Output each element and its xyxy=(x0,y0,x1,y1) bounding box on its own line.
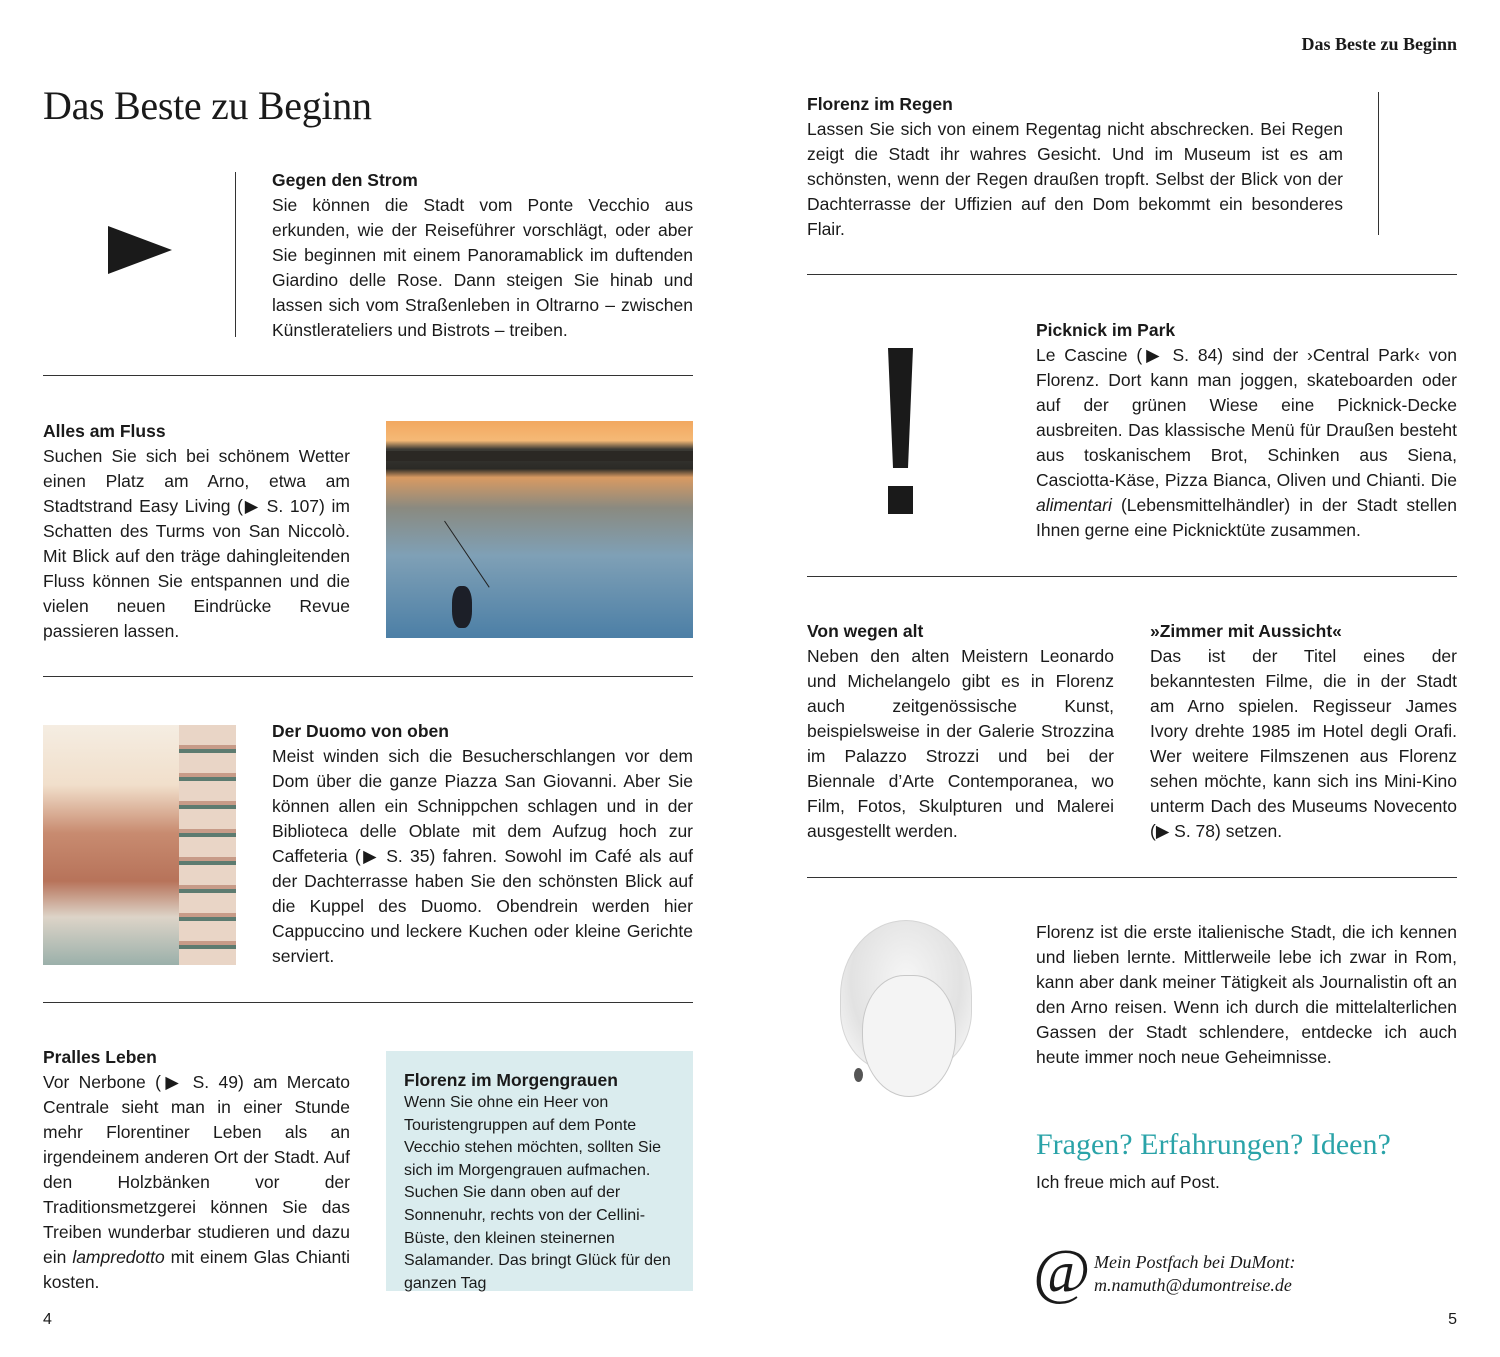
duomo-dome-photo xyxy=(43,725,236,965)
section-text: Suchen Sie sich bei schönem Wetter einen Platz am Arno, etwa am Stadtstrand Easy Living (▶ S. 107) im Schatten des Turms von San Niccolò. Mit Blick auf den träge dahingleitenden Fluss können Sie entspannen und die vielen neuen Eindrücke Revue passieren lassen. xyxy=(43,446,350,641)
section-title: Florenz im Regen xyxy=(807,94,953,114)
divider xyxy=(43,375,693,376)
divider xyxy=(43,676,693,677)
divider xyxy=(43,1002,693,1003)
section-duomo xyxy=(272,719,693,969)
section-von-wegen-alt xyxy=(807,619,1114,844)
vertical-divider xyxy=(235,172,236,337)
divider xyxy=(807,877,1457,878)
section-text-end: (Lebensmittelhändler) in der Stadt stellen Ihnen gerne eine Picknicktüte zusammen. xyxy=(1036,495,1457,540)
portrait-face xyxy=(862,975,956,1097)
exclamation-dot xyxy=(888,486,913,514)
mail-address-link[interactable]: m.namuth@dumontreise.de xyxy=(1094,1275,1292,1295)
section-text: Neben den alten Meistern Leonardo und Michelangelo gibt es in Florenz auch zeitgenössische Kunst, beispielsweise in der Galerie Strozzina im Palazzo Strozzi und bei der Biennale d’Arte Contemporanea, wo Film, Fotos, Skulpturen und Malerei ausgestellt werden. xyxy=(807,646,1114,841)
section-title: Gegen den Strom xyxy=(272,170,418,190)
section-title: Von wegen alt xyxy=(807,621,924,641)
section-text-end: mit einem Glas Chianti kosten. xyxy=(43,1247,350,1292)
section-text: Sie können die Stadt vom Ponte Vecchio aus erkunden, wie der Reiseführer vorschlägt, oder aber Sie beginnen mit einem Panoramablick im duftenden Giardino delle Rose. Dann steigen Sie hinab und lassen sich vom Straßenleben in Oltrarno – zwischen Künstlerateliers und Bistrots – treiben. xyxy=(272,195,693,340)
page-title: Das Beste zu Beginn xyxy=(43,83,372,128)
italic-term: alimentari xyxy=(1036,495,1112,515)
tip-box-morgengrauen xyxy=(386,1051,693,1291)
section-alles-am-fluss xyxy=(43,419,350,644)
section-text: Meist winden sich die Besucherschlangen vor dem Dom über die ganze Piazza San Giovanni. Aber Sie können allen ein Schnippchen schlagen und in der Biblioteca delle Oblate mit dem Aufzug hoch zur Caffeteria (▶ S. 35) fahren. Sowohl im Café als auf der Dachterrasse haben Sie den schönsten Blick auf die Kuppel des Duomo. Obendrein werden hier Cappuccino und leckere Kuchen oder kleine Gerichte serviert. xyxy=(272,746,693,966)
exclamation-bar xyxy=(888,348,913,468)
page-number-left: 4 xyxy=(43,1311,52,1328)
pole xyxy=(444,521,490,588)
section-title: Alles am Fluss xyxy=(43,421,166,441)
section-text: Lassen Sie sich von einem Regentag nicht abschrecken. Bei Regen zeigt die Stadt ihr wahres Gesicht. Und im Museum ist es am schönsten, wenn der Regen draußen tropft. Selbst der Blick von der Dachterrasse der Uffizien auf den Dom bekommt ein besonderes Flair. xyxy=(807,119,1343,239)
page-number-right: 5 xyxy=(1448,1311,1457,1328)
running-header: Das Beste zu Beginn xyxy=(1301,34,1457,54)
portrait-earring xyxy=(854,1068,863,1082)
section-gegen-den-strom xyxy=(272,168,693,343)
section-title: Der Duomo von oben xyxy=(272,721,449,741)
section-title: Picknick im Park xyxy=(1036,320,1176,340)
campanile-tower xyxy=(179,725,236,965)
section-zimmer-mit-aussicht xyxy=(1150,619,1457,844)
section-regen xyxy=(807,92,1343,242)
vertical-divider xyxy=(1378,92,1379,235)
mail-label: Mein Postfach bei DuMont: xyxy=(1094,1252,1296,1272)
author-text: Florenz ist die erste italienische Stadt, die ich kennen und lieben lernte. Mittlerweile lebe ich zwar in Rom, kann aber dank meiner Tätigkeit als Journalistin oft an den Arno reisen. Wenn ich durch die mittelalterlichen Gassen der Stadt schlendere, entdecke ich auch heute immer noch neue Geheimnisse. xyxy=(1036,922,1457,1067)
divider xyxy=(807,576,1457,577)
tip-box-title: Florenz im Morgengrauen xyxy=(404,1070,618,1090)
cta-heading: Fragen? Erfahrungen? Ideen? xyxy=(1036,1128,1391,1161)
tip-box-text: Wenn Sie ohne ein Heer von Touristengruppen auf dem Ponte Vecchio stehen möchten, sollten Sie sich im Morgengrauen aufmachen. Suchen Sie dann oben auf der Sonnenuhr, rechts von der Cellini-Büste, den kleinen steinernen Salamander. Das bringt Glück für den ganzen Tag xyxy=(404,1094,671,1292)
section-pralles-leben xyxy=(43,1045,350,1295)
section-text: Le Cascine (▶ S. 84) sind der ›Central Park‹ von Florenz. Dort kann man joggen, skateboarden oder auf der grünen Wiese eine Picknick-Decke ausbreiten. Das klassische Menü für Draußen besteht aus toskanischem Brot, Schinken aus Siena, Casciotta-Käse, Pizza Bianca, Oliven und Chianti. Die xyxy=(1036,345,1457,490)
divider xyxy=(807,274,1457,275)
section-text: Vor Nerbone (▶ S. 49) am Mercato Centrale sieht man in einer Stunde mehr Florentiner Leben als an irgendeinem anderen Ort der Stadt. Auf den Holzbänken vor der Traditionsmetzgerei können Sie das Treiben wunderbar studieren und dazu ein xyxy=(43,1072,350,1267)
bridge-silhouette xyxy=(386,451,693,461)
italic-term: lampredotto xyxy=(72,1247,165,1267)
section-title: Pralles Leben xyxy=(43,1047,157,1067)
section-text: Das ist der Titel eines der bekanntesten Filme, die in der Stadt am Arno spielen. Regisseur James Ivory drehte 1985 im Hotel degli Orafi. Wer weitere Filmszenen aus Florenz sehen möchte, kann sich ins Mini-Kino unterm Dach des Museums Novecento (▶ S. 78) setzen. xyxy=(1150,646,1457,841)
exclamation-icon xyxy=(888,348,913,518)
mail-block xyxy=(1094,1251,1295,1297)
section-picknick xyxy=(1036,318,1457,543)
at-sign-icon: @ xyxy=(1033,1238,1091,1306)
cta-subtext: Ich freue mich auf Post. xyxy=(1036,1172,1220,1192)
boat-silhouette xyxy=(452,586,472,628)
section-title: »Zimmer mit Aussicht« xyxy=(1150,621,1342,641)
arno-river-sunset-photo xyxy=(386,421,693,638)
play-triangle-icon xyxy=(108,226,172,274)
author-pencil-portrait xyxy=(818,920,993,1150)
